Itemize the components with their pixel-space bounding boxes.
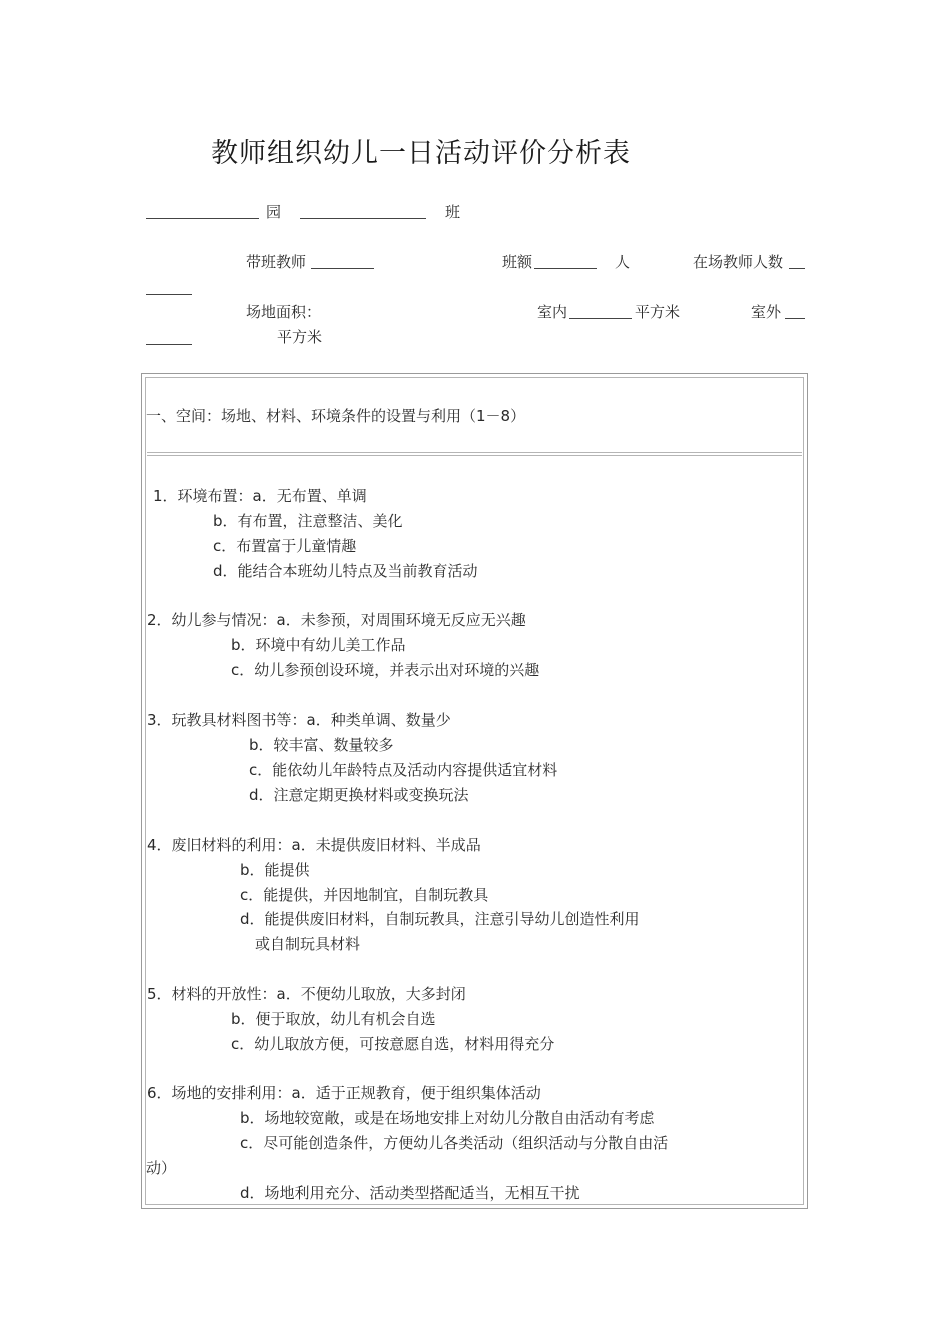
indoor-sqm-unit: 平方米: [635, 303, 681, 321]
garden-blank: [146, 204, 259, 219]
item-4-line-3: c．能提供，并因地制宜，自制玩教具: [240, 886, 489, 904]
item-6-line-3: c．尽可能创造条件，方便幼儿各类活动（组织活动与分散自由活: [240, 1134, 669, 1152]
indoor-label: 室内: [537, 303, 568, 321]
item-3-line-1: 3．玩教具材料图书等：a．种类单调、数量少: [147, 711, 451, 729]
item-3-line-4: d．注意定期更换材料或变换玩法: [249, 786, 469, 804]
page-title: 教师组织幼儿一日活动评价分析表: [211, 138, 631, 169]
item-4-line-2: b．能提供: [240, 861, 310, 879]
outdoor-blank-cont: [146, 330, 192, 345]
on-site-teachers-blank-cont: [146, 280, 192, 295]
outdoor-label: 室外: [751, 303, 782, 321]
item-5-line-1: 5．材料的开放性：a．不便幼儿取放，大多封闭: [147, 985, 466, 1003]
teacher-label: 带班教师: [246, 253, 307, 271]
outdoor-blank: [785, 304, 805, 319]
teacher-blank: [311, 254, 374, 269]
item-2-line-2: b．环境中有幼儿美工作品: [231, 636, 406, 654]
garden-label: 园: [266, 203, 282, 221]
item-3-line-3: c．能依幼儿年龄特点及活动内容提供适宜材料: [249, 761, 558, 779]
on-site-teachers-label: 在场教师人数: [693, 253, 784, 271]
area-label: 场地面积：: [246, 303, 322, 321]
section-heading: 一、空间：场地、材料、环境条件的设置与利用（1－8）: [146, 407, 526, 425]
item-6-line-1: 6．场地的安排利用：a．适于正规教育，便于组织集体活动: [147, 1084, 541, 1102]
item-1-line-3: c．布置富于儿童情趣: [213, 537, 357, 555]
class-blank: [300, 204, 426, 219]
class-label: 班: [445, 203, 461, 221]
item-1-line-1: 1．环境布置：a．无布置、单调: [153, 487, 367, 505]
person-unit: 人: [615, 253, 631, 271]
item-4-line-1: 4．废旧材料的利用：a．未提供废旧材料、半成品: [147, 836, 481, 854]
item-1-line-2: b．有布置，注意整洁、美化: [213, 512, 403, 530]
on-site-teachers-blank: [789, 254, 805, 269]
item-2-line-1: 2．幼儿参与情况：a．未参预，对周围环境无反应无兴趣: [147, 611, 526, 629]
item-1-line-4: d．能结合本班幼儿特点及当前教育活动: [213, 562, 478, 580]
item-6-line-4: 动）: [146, 1159, 177, 1177]
item-4-line-4: d．能提供废旧材料，自制玩教具，注意引导幼儿创造性利用: [240, 910, 640, 928]
item-2-line-3: c．幼儿参预创设环境，并表示出对环境的兴趣: [231, 661, 540, 679]
item-6-line-2: b．场地较宽敞，或是在场地安排上对幼儿分散自由活动有考虑: [240, 1109, 655, 1127]
outdoor-sqm-unit: 平方米: [277, 328, 323, 346]
table-divider: [147, 452, 802, 456]
class-size-blank: [534, 254, 597, 269]
item-3-line-2: b．较丰富、数量较多: [249, 736, 394, 754]
item-6-line-5: d．场地利用充分、活动类型搭配适当，无相互干扰: [240, 1184, 580, 1202]
item-4-line-5: 或自制玩具材料: [255, 935, 361, 953]
indoor-blank: [569, 304, 632, 319]
class-size-label: 班额: [502, 253, 533, 271]
item-5-line-3: c．幼儿取放方便，可按意愿自选，材料用得充分: [231, 1035, 555, 1053]
item-5-line-2: b．便于取放，幼儿有机会自选: [231, 1010, 436, 1028]
